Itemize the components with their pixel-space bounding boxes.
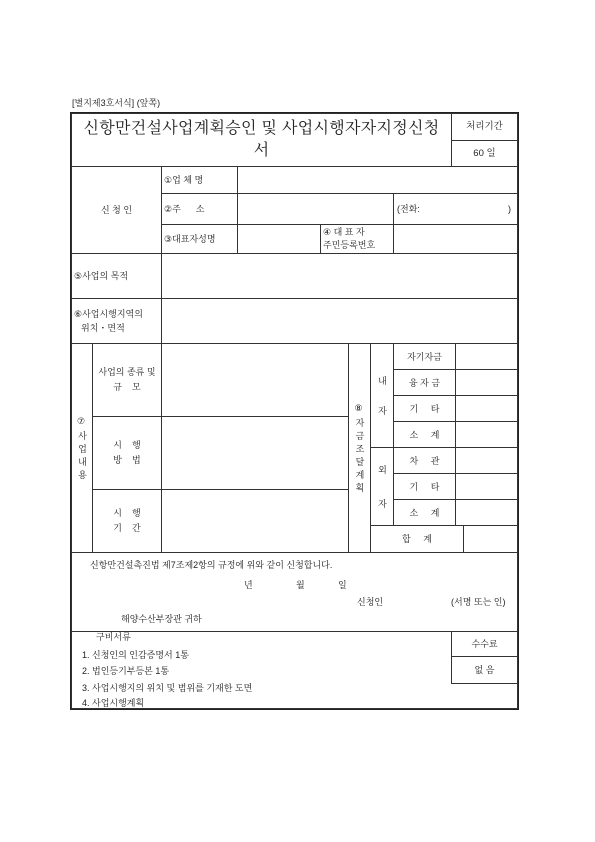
domestic-other-field [455,395,518,422]
form-title-line-1: 신항만건설사업계획승인 및 사업시행자자지정신청 [83,120,440,137]
applicant-signature-label: 신청인 [357,597,384,607]
foreign-capital-group [370,447,394,533]
execution-period-field [161,489,349,553]
applicant-section-label: 신 청 인 [71,166,162,254]
address-label: ②주 소 [161,193,238,225]
company-name-label: ①업 체 명 [161,166,238,194]
business-content-section [71,343,93,553]
addressee: 해양수산부장관 귀하 [121,614,202,624]
foreign-subtotal-field [455,499,518,526]
representative-name-label: ③대표자성명 [161,224,238,254]
phone-open-label: (전화: [397,204,420,214]
loan-field [455,369,518,396]
execution-method-field [161,416,349,490]
execution-method-label-line-1: 시 행 [113,440,141,450]
business-purpose-field [161,253,518,299]
fee-label: 수수료 [451,631,518,657]
business-type-label-line-1: 사업의 종류 및 [98,367,156,377]
page-side: (앞쪽) [136,98,161,108]
execution-period-label-line-1: 시 행 [113,508,141,518]
own-funds-label: 자기자금 [393,343,456,370]
own-funds-field [455,343,518,370]
form-number: [별지제3호서식] [72,98,135,108]
business-content-label: ⑦사업내용 [77,417,87,483]
total-field [463,525,518,553]
form-title-line-2: 서 [253,142,270,159]
foreign-capital-label: 외자 [377,465,387,533]
fee-value: 없 음 [451,656,518,684]
phone-field [393,193,518,225]
foreign-loan-field [455,447,518,474]
representative-name-field [237,224,321,254]
foreign-loan-label: 차 관 [393,447,456,474]
form-header [72,97,160,109]
representative-id-label-line-2: 주민등록번호 [323,240,376,250]
business-location-label-line-2: 위치・면적 [81,323,125,333]
domestic-other-label: 기 타 [393,395,456,422]
processing-period-label: 처리기간 [451,113,518,141]
representative-id-field [393,224,518,254]
date-year-label: 년 [244,580,253,590]
business-location-label-line-1: ⑥사업시행지역의 [74,309,143,319]
representative-id-label-line-1: ④ 대 표 자 [323,227,365,237]
domestic-capital-label: 내자 [377,376,387,436]
company-name-field [237,166,518,194]
total-label: 합 계 [370,525,464,553]
required-document-item: 2. 법인등기부등본 1통 [82,666,170,676]
business-location-label [71,298,162,344]
business-purpose-label: ⑤사업의 목적 [71,253,162,299]
form-title [71,113,452,167]
domestic-capital-group [370,343,394,448]
required-document-item: 4. 사업시행계획 [82,698,145,708]
signature-note: (서명 또는 인) [451,597,506,607]
processing-period-value: 60 일 [451,140,518,167]
execution-period-label-line-2: 기 간 [113,523,141,533]
required-documents-title: 구비서류 [96,632,131,642]
funding-plan-label: ⑧자금조달계획 [354,404,365,496]
business-type-label [92,343,162,417]
required-document-item: 1. 신청인의 인감증명서 1통 [82,650,189,660]
execution-period-label [92,489,162,553]
business-location-field [161,298,518,344]
date-day-label: 일 [338,580,347,590]
business-type-label-line-2: 규 모 [113,382,141,392]
foreign-other-label: 기 타 [393,473,456,500]
required-document-item: 3. 사업시행지의 위치 및 범위를 기재한 도면 [82,683,253,693]
representative-id-label [320,224,394,254]
phone-close-label: ) [508,204,511,214]
domestic-subtotal-label: 소 계 [393,421,456,448]
loan-label: 융 자 금 [393,369,456,396]
foreign-subtotal-label: 소 계 [393,499,456,526]
funding-plan-section [348,343,371,553]
foreign-other-field [455,473,518,500]
execution-method-label-line-2: 방 법 [113,455,141,465]
execution-method-label [92,416,162,490]
address-field [237,193,394,225]
declaration-statement: 신항만건설촉진법 제7조제2항의 규정에 위와 같이 신청합니다. [90,560,333,570]
date-month-label: 월 [296,580,305,590]
domestic-subtotal-field [455,421,518,448]
business-type-field [161,343,349,417]
